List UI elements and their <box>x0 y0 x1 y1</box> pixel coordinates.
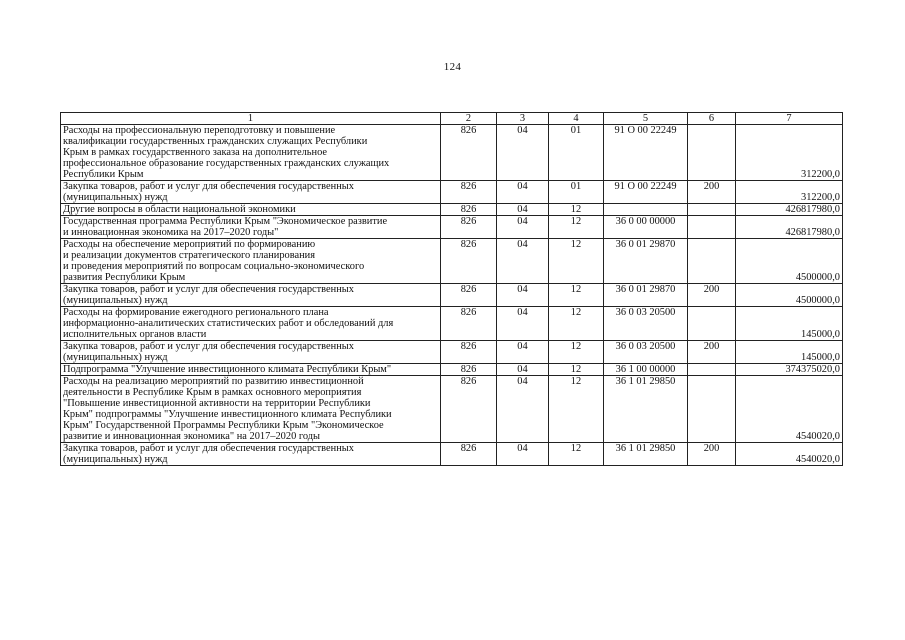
grbs-code: 826 <box>441 181 497 204</box>
expense-type-code: 200 <box>688 181 736 204</box>
description-line: Расходы на профессиональную переподготовку и повышение <box>63 125 336 136</box>
subsection-code: 12 <box>549 341 604 364</box>
description-line: Закупка товаров, работ и услуг для обеспечения государственных <box>63 341 354 352</box>
grbs-code: 826 <box>441 204 497 216</box>
grbs-code: 826 <box>441 443 497 466</box>
expense-type-code: 200 <box>688 443 736 466</box>
description-line: развития Республики Крым <box>63 272 186 283</box>
grbs-code: 826 <box>441 376 497 443</box>
target-article-code: 36 1 00 00000 <box>604 364 688 376</box>
row-description <box>61 125 441 181</box>
column-header: 7 <box>736 113 843 125</box>
grbs-code: 826 <box>441 239 497 284</box>
description-line: Расходы на формирование ежегодного регионального плана <box>63 307 329 318</box>
description-line: Расходы на реализацию мероприятий по развитию инвестиционной <box>63 376 364 387</box>
table-row <box>61 125 843 181</box>
row-description <box>61 181 441 204</box>
expense-type-code <box>688 376 736 443</box>
description-line: информационно-аналитических статистических работ и обследований для <box>63 318 394 329</box>
target-article-code <box>604 204 688 216</box>
grbs-code: 826 <box>441 125 497 181</box>
subsection-code: 12 <box>549 307 604 341</box>
subsection-code: 01 <box>549 125 604 181</box>
column-header: 3 <box>497 113 549 125</box>
section-code: 04 <box>497 307 549 341</box>
column-header: 4 <box>549 113 604 125</box>
grbs-code: 826 <box>441 284 497 307</box>
amount-value: 312200,0 <box>736 181 843 204</box>
description-line: развитие и инновационная экономика" на 2017–2020 годы <box>63 431 321 442</box>
subsection-code: 12 <box>549 443 604 466</box>
target-article-code: 36 1 01 29850 <box>604 443 688 466</box>
table-row <box>61 181 843 204</box>
subsection-code: 12 <box>549 284 604 307</box>
description-line: и реализации документов стратегического планирования <box>63 250 315 261</box>
description-line: (муниципальных) нужд <box>63 454 168 465</box>
section-code: 04 <box>497 443 549 466</box>
table-header-row <box>61 113 843 125</box>
description-line: Закупка товаров, работ и услуг для обеспечения государственных <box>63 181 354 192</box>
row-description <box>61 443 441 466</box>
subsection-code: 12 <box>549 364 604 376</box>
row-description <box>61 216 441 239</box>
table-row <box>61 239 843 284</box>
grbs-code: 826 <box>441 364 497 376</box>
table-row <box>61 443 843 466</box>
expense-type-code: 200 <box>688 284 736 307</box>
description-line: квалификации государственных гражданских служащих Республики <box>63 136 368 147</box>
expense-type-code <box>688 239 736 284</box>
grbs-code: 826 <box>441 341 497 364</box>
budget-table <box>60 112 843 466</box>
amount-value: 426817980,0 <box>736 204 843 216</box>
subsection-code: 12 <box>549 216 604 239</box>
section-code: 04 <box>497 341 549 364</box>
expense-type-code <box>688 125 736 181</box>
description-line: Крым" Государственной Программы Республики Крым "Экономическое <box>63 420 384 431</box>
column-header: 2 <box>441 113 497 125</box>
grbs-code: 826 <box>441 216 497 239</box>
table-row <box>61 284 843 307</box>
target-article-code: 36 0 01 29870 <box>604 284 688 307</box>
column-header: 6 <box>688 113 736 125</box>
table-row <box>61 216 843 239</box>
section-code: 04 <box>497 376 549 443</box>
section-code: 04 <box>497 216 549 239</box>
expense-type-code <box>688 216 736 239</box>
subsection-code: 12 <box>549 204 604 216</box>
page-number: 124 <box>443 61 462 73</box>
target-article-code: 91 О 00 22249 <box>604 125 688 181</box>
row-description <box>61 239 441 284</box>
description-line: Крым в рамках государственного заказа на дополнительное <box>63 147 328 158</box>
description-line: деятельности в Республике Крым в рамках основного мероприятия <box>63 387 362 398</box>
amount-value: 312200,0 <box>736 125 843 181</box>
amount-value: 4500000,0 <box>736 239 843 284</box>
column-header: 5 <box>604 113 688 125</box>
description-line: (муниципальных) нужд <box>63 295 168 306</box>
row-description <box>61 284 441 307</box>
description-line: Расходы на обеспечение мероприятий по формированию <box>63 239 316 250</box>
section-code: 04 <box>497 125 549 181</box>
expense-type-code <box>688 307 736 341</box>
amount-value: 374375020,0 <box>736 364 843 376</box>
description-line: Государственная программа Республики Крым "Экономическое развитие <box>63 216 388 227</box>
amount-value: 4540020,0 <box>736 443 843 466</box>
row-description <box>61 364 441 376</box>
target-article-code: 91 О 00 22249 <box>604 181 688 204</box>
table-row <box>61 341 843 364</box>
description-line: Закупка товаров, работ и услуг для обеспечения государственных <box>63 284 354 295</box>
section-code: 04 <box>497 284 549 307</box>
target-article-code: 36 0 01 29870 <box>604 239 688 284</box>
column-header: 1 <box>61 113 441 125</box>
description-line: Закупка товаров, работ и услуг для обеспечения государственных <box>63 443 354 454</box>
table-row <box>61 376 843 443</box>
grbs-code: 826 <box>441 307 497 341</box>
target-article-code: 36 0 03 20500 <box>604 341 688 364</box>
description-line: "Повышение инвестиционной активности на территории Республики <box>63 398 371 409</box>
amount-value: 145000,0 <box>736 307 843 341</box>
target-article-code: 36 0 03 20500 <box>604 307 688 341</box>
amount-value: 426817980,0 <box>736 216 843 239</box>
amount-value: 4540020,0 <box>736 376 843 443</box>
section-code: 04 <box>497 364 549 376</box>
table-row <box>61 364 843 376</box>
subsection-code: 01 <box>549 181 604 204</box>
row-description <box>61 376 441 443</box>
row-description <box>61 307 441 341</box>
description-line: исполнительных органов власти <box>63 329 207 340</box>
description-line: (муниципальных) нужд <box>63 192 168 203</box>
section-code: 04 <box>497 181 549 204</box>
row-description <box>61 204 441 216</box>
description-line: Другие вопросы в области национальной экономики <box>63 204 296 215</box>
row-description <box>61 341 441 364</box>
target-article-code: 36 1 01 29850 <box>604 376 688 443</box>
description-line: и инновационная экономика на 2017–2020 годы" <box>63 227 279 238</box>
description-line: и проведения мероприятий по вопросам социально-экономического <box>63 261 365 272</box>
table-row <box>61 307 843 341</box>
expense-type-code <box>688 204 736 216</box>
table-row <box>61 204 843 216</box>
section-code: 04 <box>497 204 549 216</box>
subsection-code: 12 <box>549 376 604 443</box>
amount-value: 4500000,0 <box>736 284 843 307</box>
description-line: профессиональное образование государственных гражданских служащих <box>63 158 390 169</box>
description-line: (муниципальных) нужд <box>63 352 168 363</box>
subsection-code: 12 <box>549 239 604 284</box>
amount-value: 145000,0 <box>736 341 843 364</box>
description-line: Республики Крым <box>63 169 144 180</box>
expense-type-code: 200 <box>688 341 736 364</box>
description-line: Крым" подпрограммы "Улучшение инвестиционного климата Республики <box>63 409 392 420</box>
expense-type-code <box>688 364 736 376</box>
section-code: 04 <box>497 239 549 284</box>
description-line: Подпрограмма "Улучшение инвестиционного климата Республики Крым" <box>63 364 392 375</box>
target-article-code: 36 0 00 00000 <box>604 216 688 239</box>
